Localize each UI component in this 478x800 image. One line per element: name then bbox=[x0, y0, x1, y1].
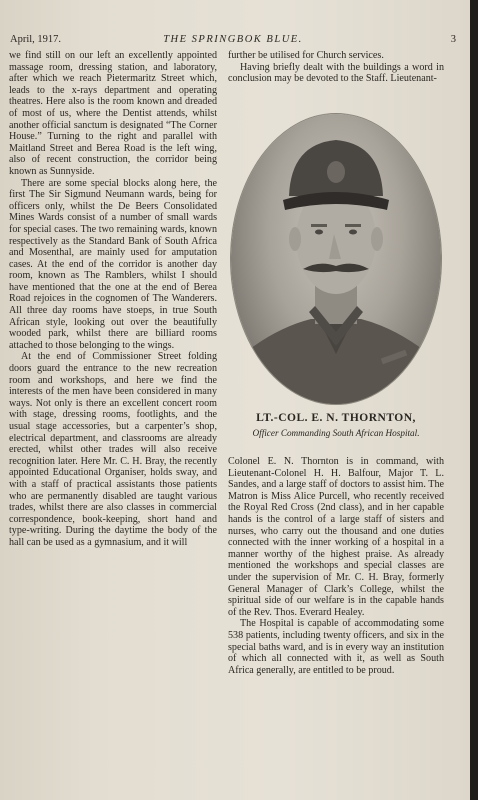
paragraph: we find still on our left an excellently appointed massage room, dressing station, and laboratory, after which we reach Pietermaritz Street which, leads to the x-rays department and operating theatres. Here also is the room known and dreaded of most of us, where the Dentist attends, whilst another official sanctum is designated “The Corner House.” Turning to the right and parallel with Maitland Street and Berea Road is the left wing, also of recent construction, the corridor being known as Sunnyside. bbox=[9, 50, 217, 177]
issue-date: April, 1917. bbox=[10, 34, 62, 45]
paragraph: There are some special blocks along here, the first The Sir Sigmund Neumann wards, being for officers only, whilst the De Beers Consolidated Mines Wards consist of a number of small wards for special cases. The two remaining wards, known respectively as the Standard Bank of South Africa and Mosenthal, are mainly used for amputation cases. At the end of the corridor is another day room, known as The Ramblers, whilst I should have mentioned that the one at the end of Berea Road rejoices in the cognomen of The Wanderers. All three day rooms have stoeps, in true South African style, looking out over the beautifully wooded park, whilst there are billiard rooms attached to those belonging to the wings. bbox=[9, 177, 217, 351]
right-column-bottom bbox=[228, 456, 444, 676]
paragraph: Colonel E. N. Thornton is in command, with Lieutenant-Colonel H. H. Balfour, Major T. L. Sandes, and a large staff of doctors to assist him. The Matron is Miss Alice Purcell, who recently received the Royal Red Cross (2nd class), and in her capable hands is the control of a large staff of sisters and nurses, who carry out the thousand and one duties connected with the inner working of a hospital in a manner worthy of the highest praise. As already mentioned the workshops and special classes are under the supervision of Mr. C. H. Bray, formerly General Manager of Clark’s College, whilst the spiritual side of our welfare is in the capable hands of the Rev. Thos. Everard Healey. bbox=[228, 456, 444, 618]
officer-portrait-illustration bbox=[231, 114, 441, 404]
portrait-caption-name: LT.-COL. E. N. THORNTON, bbox=[256, 412, 416, 424]
portrait-caption-title: Officer Commanding South African Hospital. bbox=[252, 428, 420, 438]
paragraph: further be utilised for Church services. bbox=[228, 50, 384, 61]
right-column-top bbox=[228, 50, 444, 85]
paragraph: The Hospital is capable of accommodating some 538 patients, including twenty officers, and six in the special baths ward, and is in every way an institution of which all connected with it, as well as South Africa generally, are entitled to be proud. bbox=[228, 618, 444, 676]
left-column bbox=[9, 50, 217, 549]
page-number: 3 bbox=[450, 34, 456, 45]
paragraph: Having briefly dealt with the buildings a word in conclusion may be devoted to the Staff. Lieutenant- bbox=[228, 61, 444, 85]
paragraph: At the end of Commissioner Street folding doors guard the entrance to the new recreation room and workshops, and here we find the interests of the men have been considered in many ways. Not only is there an excellent concert room with stage, dressing rooms, footlights, and the usual stage accessories, but a carpenter’s shop, electrical department, and classrooms are already erected, whilst other trades will also receive recognition later. Here Mr. C. H. Bray, the recently appointed Educational Organiser, holds sway, and with a staff of practical assistants those patients who are permanently disabled are taught various trades, whilst there are also classes in commercial correspondence, book-keeping, short hand and type-writing. During the daytime the body of the hall can be used as a gymnasium, and it will bbox=[9, 351, 217, 548]
page-edge-shadow bbox=[470, 0, 478, 800]
portrait-photo bbox=[231, 114, 441, 404]
magazine-title: THE SPRINGBOK BLUE. bbox=[163, 34, 303, 45]
running-header bbox=[10, 34, 456, 50]
